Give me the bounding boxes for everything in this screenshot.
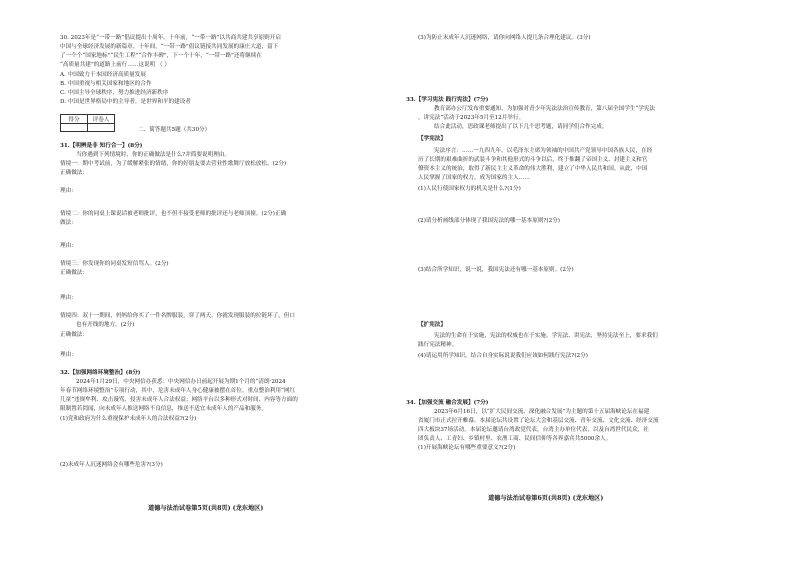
- preamble-line-2: 历了长期的艰难曲折的武装斗争和其他形式的斗争以后，终于推翻了帝国主义、封建主义和官: [418, 157, 648, 163]
- q33-subq-4: (4)请运用所学知识，结合自身实际说说我们应该如何践行宪法?(2分): [418, 353, 588, 359]
- q30-line-4: “高质量共建”的道路上前行……这说明 （ ）: [60, 62, 170, 68]
- q33-line-1: 教育部办公厅发布重要通知，为加强对青少年宪法法治宣传教育，第八届全国学生“学宪法: [434, 106, 656, 112]
- score-table: [60, 114, 115, 132]
- q33-subq-3: (3)结合所学知识，说一说，我国宪法还有哪一基本原则。(2分): [418, 267, 574, 273]
- right-page: [406, 0, 778, 561]
- q33-heading: 33.【学习宪法 践行宪法】(7分): [406, 97, 489, 103]
- q31-instruction: 当你遇到下列情境时，你的正确做法是什么?并简要说明理由。: [76, 152, 231, 158]
- section-2-heading: 二、简答题共5题（共30分）: [138, 127, 211, 133]
- q31-reason-2: 理由：: [60, 243, 77, 249]
- q31-scenario-2: 情境二：你的同桌上课说话被老师批评，也不但不接受老师的批评还与老师顶撞。(2分)正确: [60, 211, 287, 217]
- q32-subq-1: (1)党和政府为什么重视保护未成年人的合法权益?(2分): [60, 416, 197, 422]
- q31-scenario-4-line-1: 情境四：双十一期间，妈妈给你买了一件名牌服装，穿了两天，你就发现服装的拉链坏了，但口: [60, 313, 295, 319]
- q30-option-a: A. 中国致力于本国经济高质量发展: [60, 72, 146, 78]
- expand-line-1: 宪法的生命在于实施，宪法的权威也在于实施。学宪法、讲宪法，坚持宪法至上，要求我们: [434, 333, 658, 339]
- expand-line-2: 践行宪法精神。: [418, 342, 458, 348]
- q34-line-3: 四大板块37场活动。本届论坛邀请台湾政党代表，台湾主办单位代表，以及台湾世代民众，社: [418, 427, 649, 433]
- expand-constitution-heading: 【扩宪法】: [418, 322, 446, 328]
- q33-line-3: 结合此活动，思政课老师提出了以下几个思考题，请同学们合作完成。: [434, 124, 608, 130]
- right-footer: 道德与法治试卷第6页(共8页) (龙东地区): [488, 495, 604, 502]
- q34-line-4: 团负责人、工青妇、乡镇村里、农渔工商、民间信仰等各界嘉宾共5000余人。: [418, 436, 612, 442]
- left-footer: 道德与法治试卷第5页(共8页) (龙东地区): [148, 505, 264, 512]
- q32-line-2: 年春节网络环境整治”专项行动，其中，危害未成年人身心健康被摆在首位。重点整治利用“网红: [60, 388, 296, 394]
- q31-reason-4: 理由：: [60, 352, 77, 358]
- q32-line-4: 限制置若罔闻，向未成年人推送网络不良信息，推送不适宜未成年人的产品和服务。: [60, 406, 267, 412]
- q34-subq-1: (1)开展海峡论坛有哪些重要意义?(2分): [418, 445, 516, 451]
- q31-reason-3: 理由：: [60, 295, 77, 301]
- learn-constitution-heading: 【学宪法】: [418, 136, 446, 142]
- q31-scenario-2-correct: 做法：: [60, 220, 77, 226]
- q30-line-3: 了一个个“国家地标”“民生工程”“合作丰碑”，下一个十年，“一带一路”还将继续在: [60, 53, 262, 59]
- q31-scenario-3: 情境三：你发现你的同桌发短信骂人。(2分): [60, 261, 169, 267]
- q34-line-1: 2023年6月16日，以“扩大民间交流、深化融合发展”为主题的第十五届海峡论坛在福建: [434, 409, 650, 415]
- q32-subq-3: (3)为防止未成年人沉迷网络，请你向网络人提几条合理化建议。(3分): [418, 35, 591, 41]
- grader-label: 评卷人: [88, 115, 115, 124]
- q34-heading: 34.【加强交流 融合发展】(7分): [406, 400, 489, 406]
- q33-line-2: ，讲宪法”活动于2023年5月至12月举行。: [418, 115, 525, 121]
- q30-option-d: D. 中国是世界格局中的主导者，是世界和平的建设者: [60, 99, 191, 105]
- q32-subq-2: (2)未成年人沉迷网络会有哪些危害?(3分): [60, 462, 163, 468]
- q34-line-2: 省厦门市正式拉开帷幕。本届论坛共设置了论坛大会和基层交流、青年交流、文化交流、经济交流: [418, 418, 659, 424]
- q31-scenario-4-line-2: 也有开线的地方。(2分): [76, 322, 135, 328]
- q33-subq-1: (1)人民行使国家权力的机关是什么?(1分): [418, 186, 521, 192]
- q30-line-2: 中国与全球经济发展的新篇章。十年间，“一带一路”倡议链接共同发展的康庄大道，留下: [60, 44, 279, 50]
- q33-subq-2: (2)请分析画线部分体现了我国宪法的哪一基本原则?(2分): [418, 218, 560, 224]
- q31-reason-1: 理由：: [60, 188, 77, 194]
- preamble-line-1: 宪法序言：……一九四九年，以毛泽东主席为领袖的中国共产党领导中国各族人民，在经: [434, 148, 653, 154]
- score-cell: [61, 124, 88, 132]
- q31-correct-4: 正确做法：: [60, 332, 88, 338]
- q30-option-b: B. 中国重视与相关国家和地区的合作: [60, 81, 152, 87]
- q30-option-c: C. 中国主导全球秩序，努力推进经济新秩序: [60, 90, 169, 96]
- preamble-line-3: 僚资本主义的统治，取得了新民主主义革命的伟大胜利，建立了中华人民共和国。从此，中国: [418, 166, 648, 172]
- preamble-line-4: 人民掌握了国家的权力，成为国家的主人……: [418, 175, 530, 181]
- q31-heading: 31.【明辨是非 知行合一】(8分): [60, 143, 143, 149]
- q32-heading: 32.【加强网络环境整治】(8分): [60, 370, 141, 376]
- q30-line-1: 30. 2023年是“一带一路”倡议提出十周年。十年前，“一带一路”以共商共建共享原则开启: [60, 35, 281, 41]
- q31-correct-3: 正确做法：: [60, 270, 88, 276]
- q32-line-3: 儿童”违规牟利、攻击谩骂，侵害未成年人合法权益；网络平台以多种形式对时间、内容等方面的: [60, 397, 298, 403]
- q32-line-1: 2024年1月29日，中央网信办获悉：中央网信办日前起开展为期1个月的“清朗·2024: [76, 379, 286, 385]
- q31-scenario-1: 情境一：期中考试前，为了缓解紧张的情绪，你的好朋友要去营业性歌舞厅放松放松。(2分): [60, 161, 287, 167]
- q31-correct-1: 正确做法：: [60, 170, 88, 176]
- grader-cell: [88, 124, 115, 132]
- score-label: 得分: [61, 115, 88, 124]
- left-page: [60, 0, 420, 561]
